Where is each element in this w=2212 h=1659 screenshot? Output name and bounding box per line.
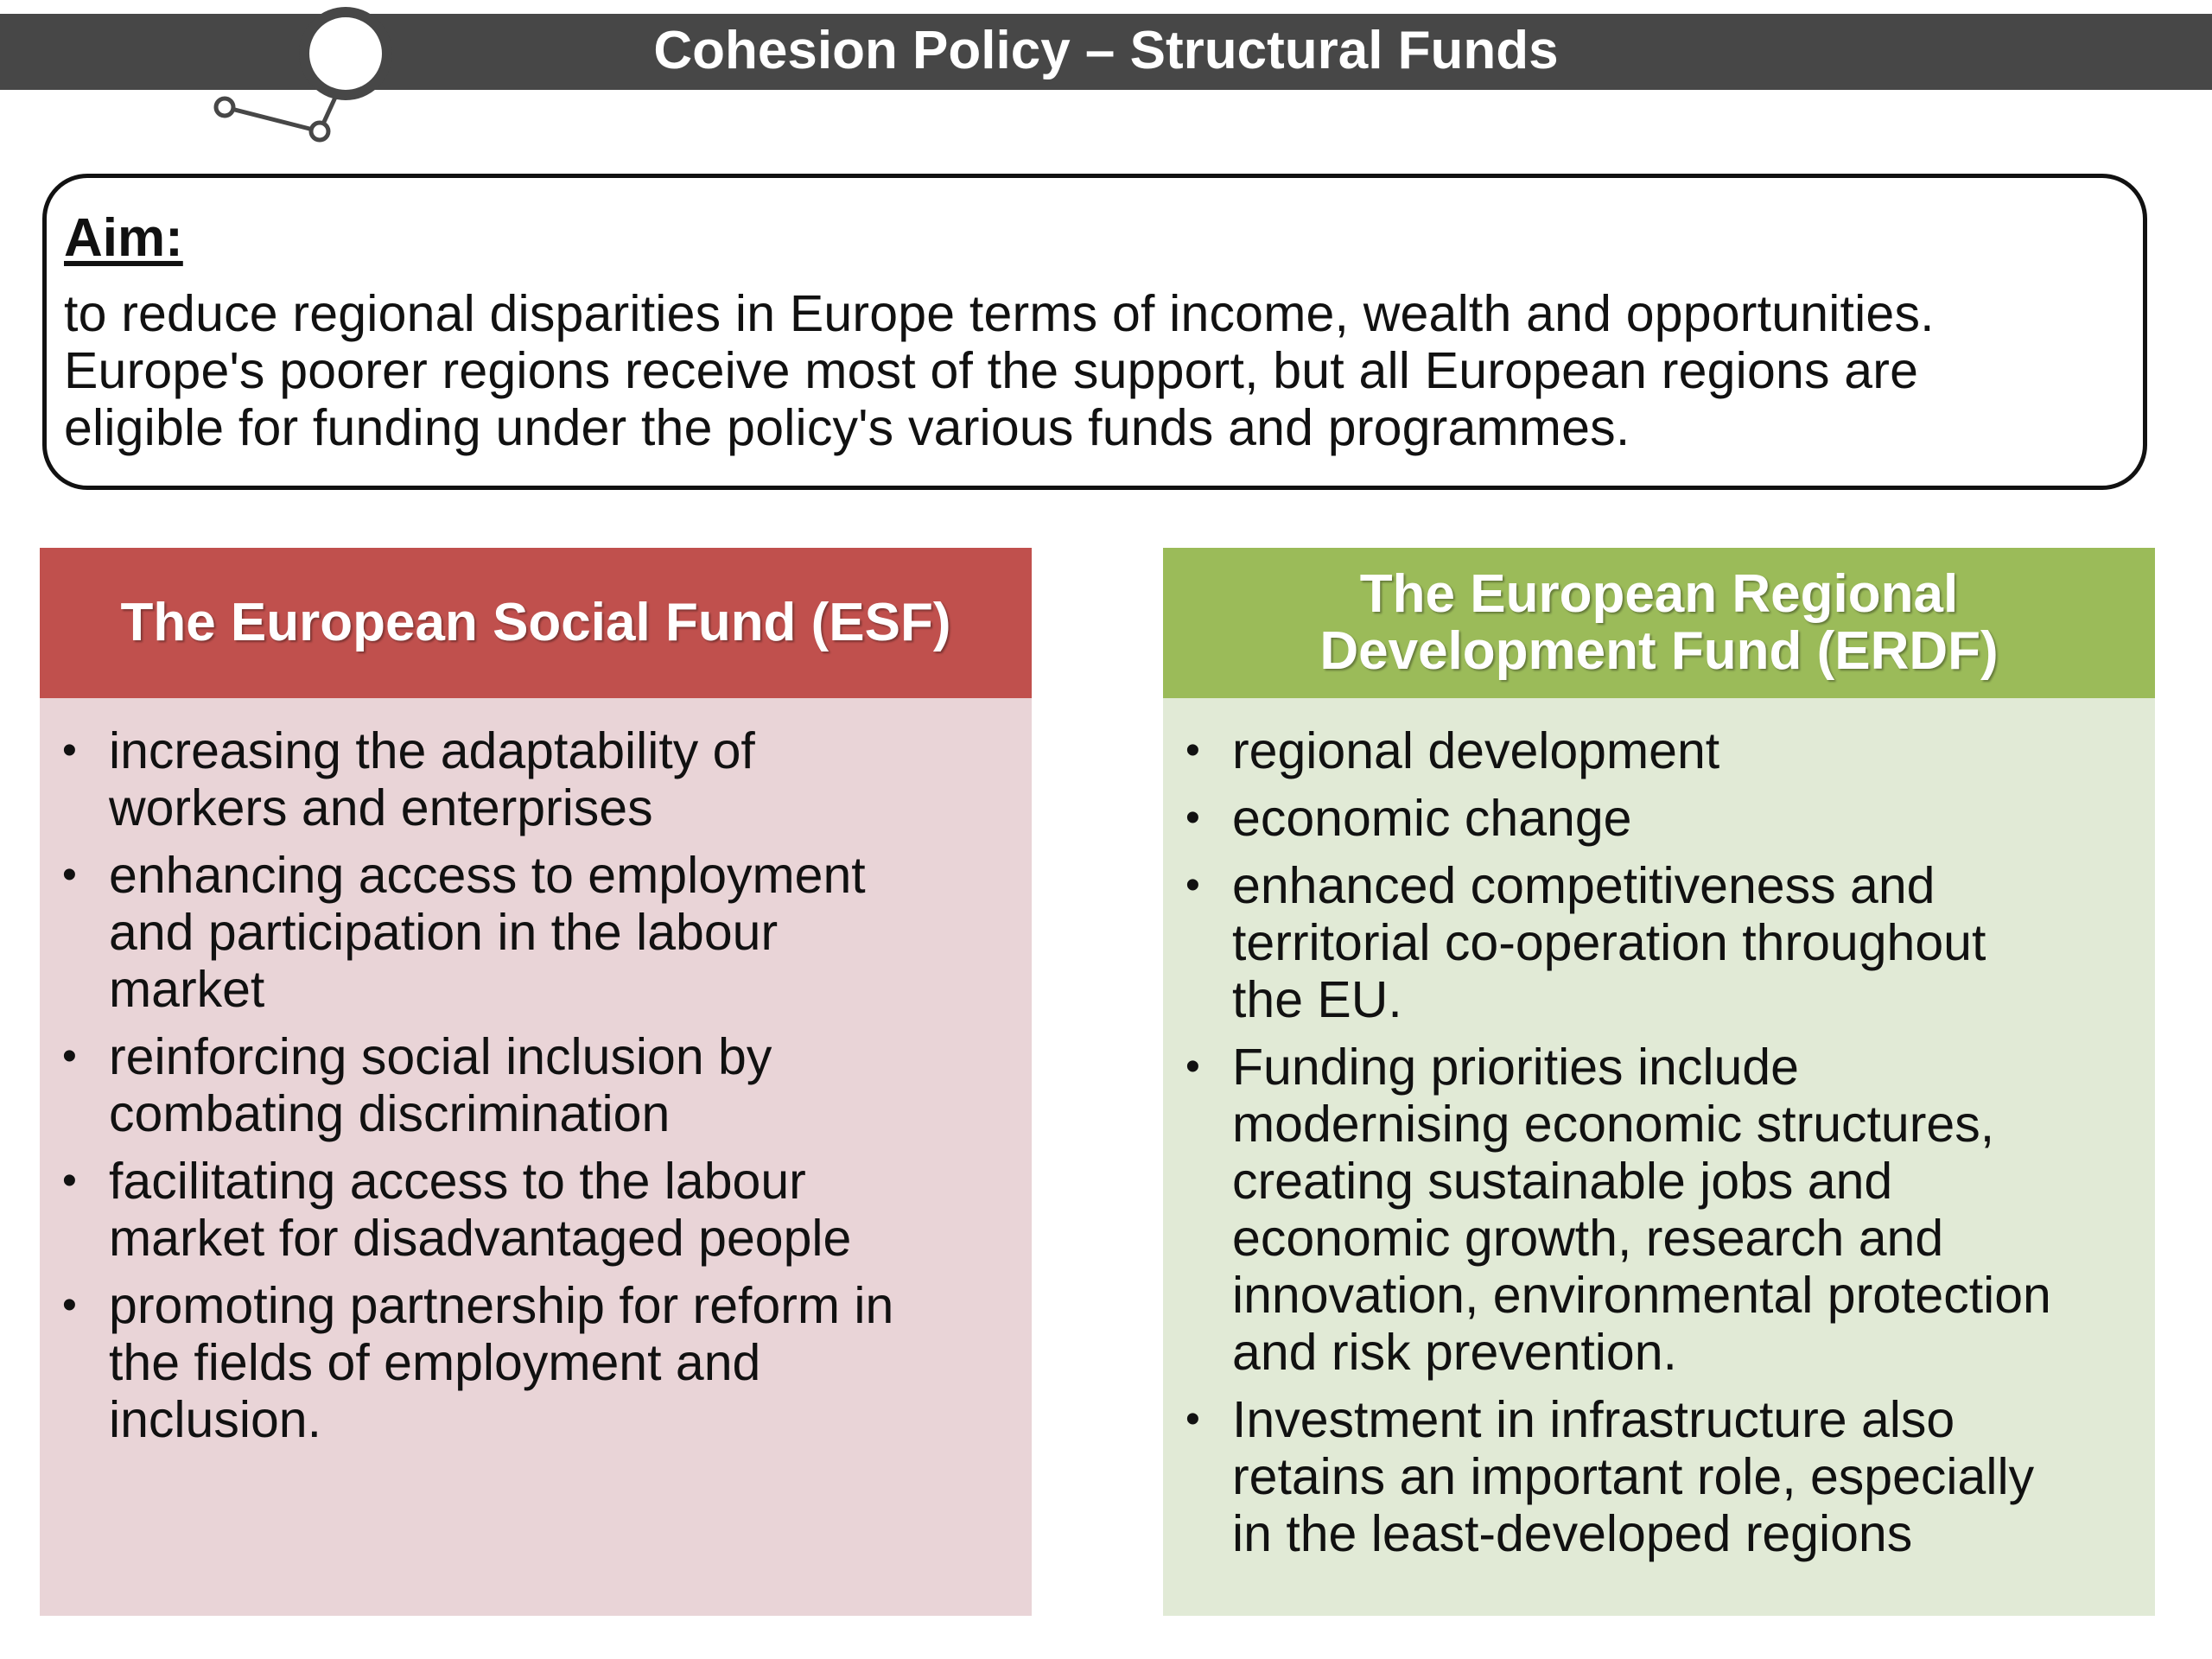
esf-panel [40, 548, 1032, 1616]
aim-box [42, 174, 2147, 490]
aim-heading: Aim: [64, 208, 183, 268]
esf-list [40, 698, 1032, 1448]
list-item [40, 722, 1014, 836]
list-item-text: enhancing access to employment and participation in the labour market [109, 847, 866, 1018]
bullet-icon: • [1185, 1044, 1200, 1090]
list-item [1163, 722, 2138, 779]
list-item-text: reinforcing social inclusion by combating discrimination [109, 1028, 772, 1142]
list-item-text: enhanced competitiveness and territorial co-operation throughout the EU. [1232, 857, 1986, 1028]
bullet-icon: • [1185, 795, 1200, 841]
esf-title: The European Social Fund (ESF) [40, 548, 1032, 698]
aim-description: to reduce regional disparities in Europe terms of income, wealth and opportunities. Europe's poorer regions receive most of the support, but all European regions are eligible for funding under the policy's various funds and programmes. [64, 285, 1935, 456]
bullet-icon: • [62, 852, 77, 898]
bullet-icon: • [62, 1158, 77, 1204]
list-item-text: Investment in infrastructure also retains an important role, especially in the least-developed regions [1232, 1391, 2035, 1562]
bullet-icon: • [1185, 862, 1200, 908]
bullet-icon: • [62, 1033, 77, 1079]
list-item-text: Funding priorities include modernising economic structures, creating sustainable jobs and economic growth, research and innovation, environmental protection and risk prevention. [1232, 1039, 2051, 1381]
bullet-icon: • [62, 728, 77, 773]
list-item [1163, 1391, 2138, 1562]
bullet-icon: • [1185, 1396, 1200, 1442]
bullet-icon: • [62, 1282, 77, 1328]
list-item-text: promoting partnership for reform in the fields of employment and inclusion. [109, 1277, 894, 1448]
erdf-title: The European Regional Development Fund (ERDF) [1163, 548, 2155, 698]
page-title: Cohesion Policy – Structural Funds [653, 21, 1559, 80]
list-item [1163, 790, 2138, 847]
erdf-list [1163, 698, 2155, 1562]
list-item [40, 1028, 1014, 1142]
erdf-panel [1163, 548, 2155, 1616]
list-item [40, 847, 1014, 1018]
list-item [1163, 1039, 2138, 1381]
bullet-icon: • [1185, 728, 1200, 773]
list-item [40, 1277, 1014, 1448]
list-item-text: increasing the adaptability of workers and enterprises [109, 722, 755, 836]
list-item-text: regional development [1232, 722, 1720, 779]
list-item [40, 1153, 1014, 1267]
list-item-text: facilitating access to the labour market for disadvantaged people [109, 1153, 852, 1267]
list-item-text: economic change [1232, 790, 1632, 847]
list-item [1163, 857, 2138, 1028]
